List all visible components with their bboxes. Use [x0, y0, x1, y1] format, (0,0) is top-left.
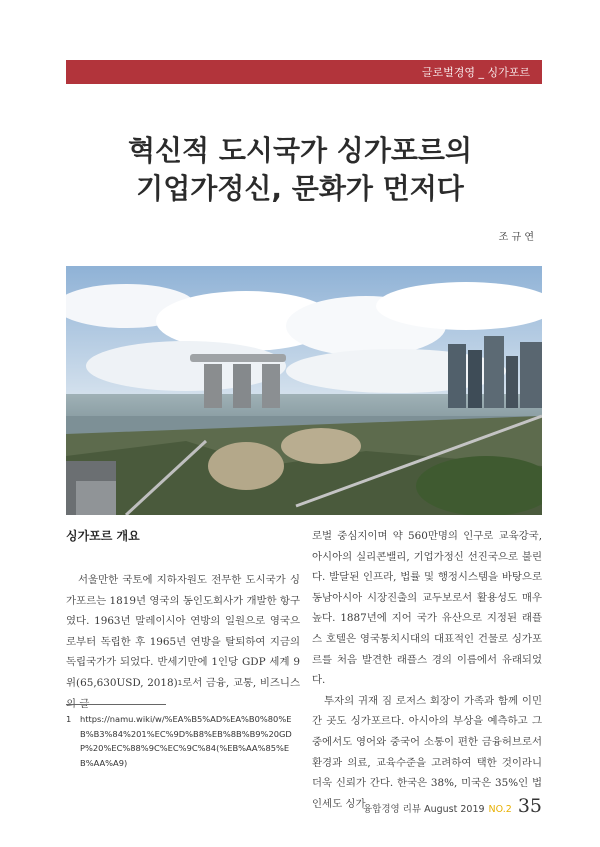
page-footer	[363, 795, 542, 817]
issue-number: NO.2	[488, 804, 512, 815]
section-banner	[66, 60, 542, 84]
page-number: 35	[517, 795, 542, 817]
paragraph-1-tail: 로서 금융, 교통, 비즈니스의 글	[66, 676, 300, 710]
title-line-2: 기업가정신, 문화가 먼저다	[136, 172, 464, 205]
title-line-1: 혁신적 도시국가 싱가포르의	[127, 134, 473, 167]
footnote-divider	[66, 704, 166, 705]
footnote-number: 1	[66, 714, 72, 724]
paragraph-2: 투자의 귀재 짐 로저스 회장이 가족과 함께 이민간 곳도 싱가포르다. 아시아의 부상을 예측하고 그 중에서도 영어와 중국어 소통이 편한 금융허브로서 환경과 의료, 교육수준을 고려하여 택한 것이라니 더욱 신뢰가 간다. 한국은 38%, 미국은 35%인 법인세도 싱가	[312, 694, 542, 810]
left-column	[66, 570, 300, 714]
article-title	[0, 132, 600, 208]
magazine-name: 융합경영 리뷰 August 2019	[363, 804, 485, 815]
paragraph-1-text: 서울만한 국토에 지하자원도 전무한 도시국가 싱가포르는 1819년 영국의 동인도회사가 개발한 항구였다. 1963년 말레이시아 연방의 일원으로 영국으로부터 독립한 후 1965년 연방을 탈퇴하여 지금의 독립국가가 되었다. 반세기만에 1인당 GDP 세계 9위(65,630USD, 2018)	[66, 574, 300, 689]
section-heading: 싱가포르 개요	[66, 529, 140, 543]
paragraph-1	[66, 570, 300, 714]
paragraph-1-continued: 로벌 중심지이며 약 560만명의 인구로 교육강국, 아시아의 실리콘밸리, 기업가정신 선진국으로 불린다. 발달된 인프라, 법률 및 행정시스템을 바탕으로 동남아시아 시장진출의 교두보로서 활용성도 매우 높다. 1887년에 지어 국가 유산으로 지정된 래플스 호텔은 영국통치시대의 대표적인 건물로 싱가포르를 처음 발견한 래플스 경의 이름에서 유래되었다.	[312, 530, 542, 687]
footnote-ref: 1	[177, 678, 183, 687]
author-name: 조 규 연	[498, 232, 534, 243]
footnote-link[interactable]: https://namu.wiki/w/%EA%B5%AD%EA%B0%80%EB%B3%84%201%EC%9D%B8%EB%8B%B9%20GDP%20%EC%88%9C%EC%9C%84(%EB%AA%85%EB%AA%A9)	[80, 714, 292, 768]
singapore-skyline-photo	[66, 266, 542, 515]
footnote	[66, 712, 296, 770]
banner-label: 글로벌경영 _ 싱가포르	[421, 66, 530, 79]
right-column	[312, 526, 542, 814]
